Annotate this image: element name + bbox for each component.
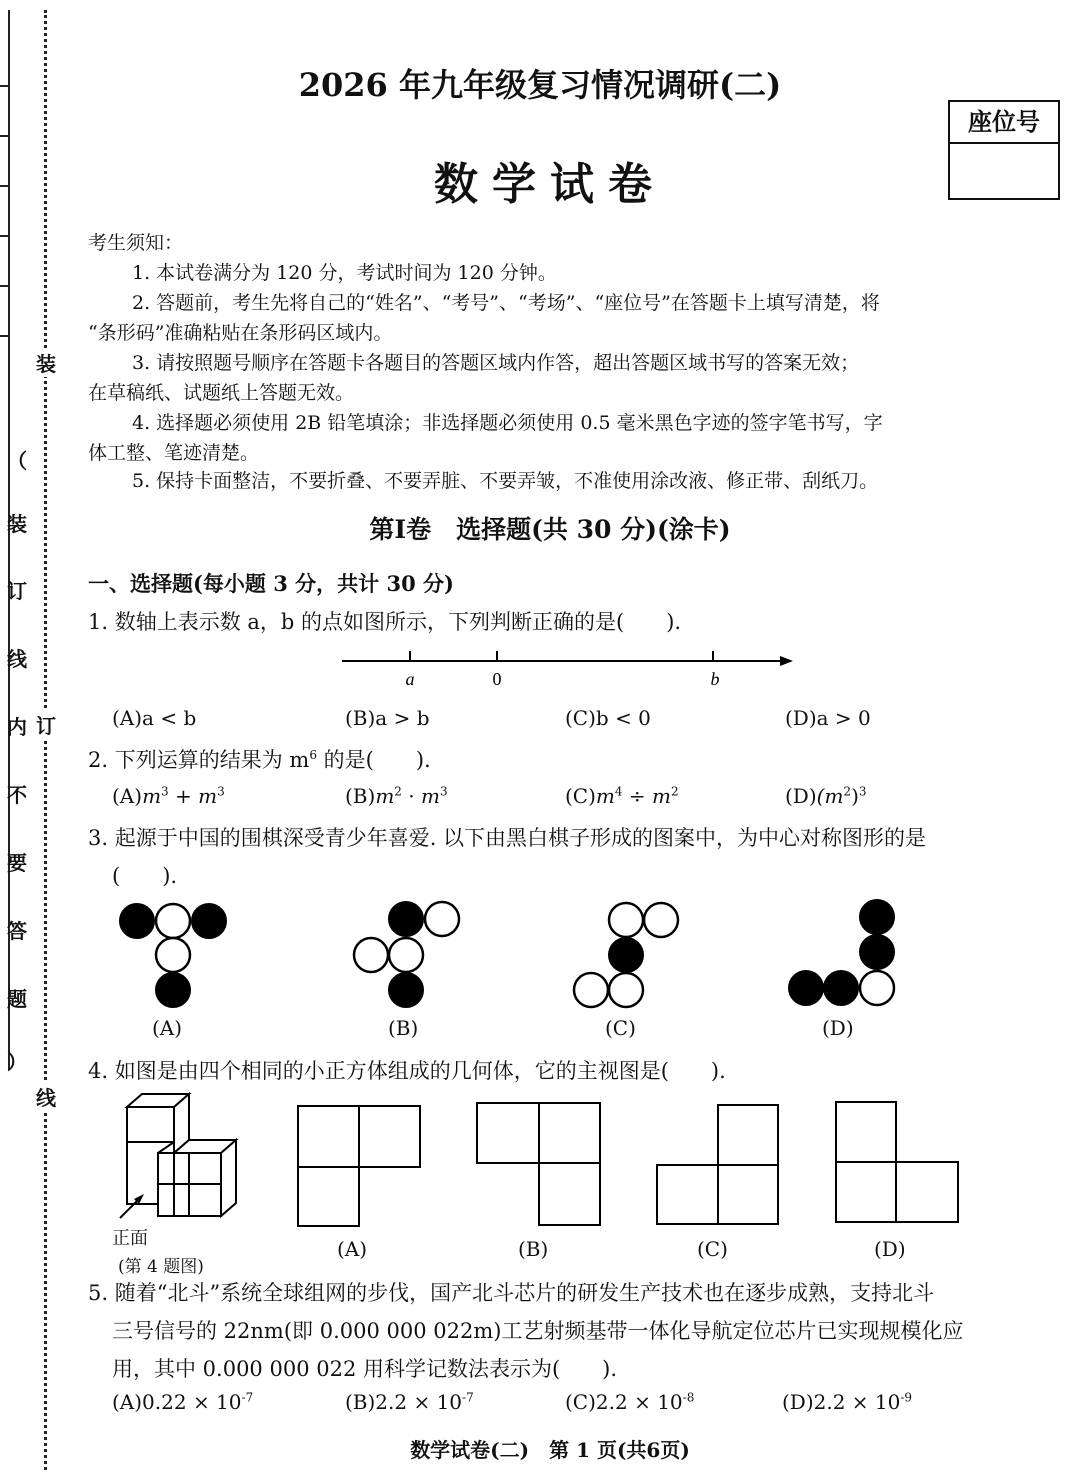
q5-line: 三号信号的 22nm(即 0.000 000 022m)工艺射频基带一体化导航定位芯片已实现规模化应 [112,1319,964,1343]
binding-instruction-char: 题 [7,987,27,1011]
q4-label-c: (C) [697,1237,728,1261]
exam-title: 2026 年九年级复习情况调研(二) [298,66,782,104]
q4-stem: 4. 如图是由四个相同的小正方体组成的几何体，它的主视图是( ). [88,1059,726,1083]
q1-option-b[interactable]: (B)a > b [345,706,430,730]
notice-heading: 考生须知： [88,232,184,254]
binding-tick [0,235,8,237]
number-line-arrow [780,656,793,666]
binding-tick [0,335,8,337]
notice-item: 在草稿纸、试题纸上答题无效。 [88,382,355,404]
q2-stem: 2. 下列运算的结果为 $m^6$ 的是( ). [88,748,431,772]
q4-label-d: (D) [874,1237,906,1261]
page-footer: 数学试卷(二) 第 1 页(共6页) [410,1438,690,1462]
q2-option-c[interactable]: $(C)m^4 \div m^2$ [565,784,679,808]
notice-item: 1. 本试卷满分为 120 分，考试时间为 120 分钟。 [132,262,557,284]
q1-stem: 1. 数轴上表示数 a，b 的点如图所示，下列判断正确的是( ). [88,610,682,634]
q4-caption: (第 4 题图) [118,1257,204,1277]
binding-instruction-char: （ [7,449,27,473]
q1-option-a[interactable]: (A)a < b [112,706,197,730]
q5-option-a[interactable]: $(A)0.22 \times 10^{-7}$ [112,1390,254,1414]
subject-title: 数学试卷 [434,159,666,210]
q5-line: 5. 随着“北斗”系统全球组网的步伐，国产北斗芯片的研发生产技术也在逐步成熟，支持北斗 [88,1281,935,1305]
section1-title: 一、选择题(每小题 3 分，共计 30 分) [88,571,454,596]
label-b: b [710,669,720,689]
q4-solid-figure [127,1094,236,1216]
binding-char-bottom: 线 [36,1082,56,1111]
binding-instruction-char: 要 [7,851,27,875]
q3-figure-a[interactable] [120,904,226,1007]
binding-instruction-char: 内 [7,715,27,739]
q3-figure-c[interactable] [574,903,678,1007]
binding-dotted-line [44,10,47,1470]
q4-option-c-view[interactable] [657,1105,778,1224]
q4-figures [100,1090,980,1230]
q5-line: 用，其中 0.000 000 022 用科学记数法表示为( ). [112,1357,618,1381]
q3-label-c: (C) [605,1016,636,1040]
q2-option-d[interactable]: $(D)(m^2)^3$ [785,784,867,808]
binding-instruction-char: 订 [7,579,27,603]
q3-figure-d[interactable] [789,900,894,1005]
label-a: a [405,669,415,689]
notice-item: 5. 保持卡面整洁，不要折叠、不要弄脏、不要弄皱，不准使用涂改液、修正带、刮纸刀。 [132,470,879,492]
q2-option-a[interactable]: $(A)m^3 + m^3$ [112,784,225,808]
binding-char-top: 装 [36,348,56,377]
notice-item: “条形码”准确粘贴在条形码区域内。 [88,322,393,344]
q4-label-a: (A) [337,1237,368,1261]
q2-option-b[interactable]: $(B)m^2 \cdot m^3$ [345,784,448,808]
part1-title: 第Ⅰ卷 选择题(共 30 分)(涂卡) [369,515,731,544]
label-zero: 0 [492,669,502,689]
notice-item: 4. 选择题必须使用 2B 铅笔填涂；非选择题必须使用 0.5 毫米黑色字迹的签字笔书写，字 [132,412,883,434]
q3-label-b: (B) [388,1016,419,1040]
binding-instruction-char: 不 [7,783,27,807]
binding-instruction-char: ） [7,1050,27,1074]
q4-front-label: 正面 [112,1228,148,1249]
q3-go-figures [100,895,950,1020]
q3-label-d: (D) [822,1016,854,1040]
notice-item: 体工整、笔迹清楚。 [88,442,260,464]
binding-char-middle: 订 [36,710,56,739]
q3-label-a: (A) [152,1016,183,1040]
seat-number-label: 座位号 [950,102,1058,144]
binding-instruction-char: 装 [7,512,27,536]
q5-option-b[interactable]: $(B)2.2 \times 10^{-7}$ [345,1390,474,1414]
q4-label-b: (B) [518,1237,549,1261]
q1-number-line [335,645,805,690]
binding-tick [0,285,8,287]
notice-item: 2. 答题前，考生先将自己的“姓名”、“考号”、“考场”、“座位号”在答题卡上填写清楚，将 [132,292,880,314]
q3-stem: 3. 起源于中国的围棋深受青少年喜爱. 以下由黑白棋子形成的图案中，为中心对称图形的是 [88,826,927,850]
binding-tick [0,135,8,137]
q5-option-c[interactable]: $(C)2.2 \times 10^{-8}$ [565,1390,695,1414]
notice-item: 3. 请按照题号顺序在答题卡各题目的答题区域内作答，超出答题区域书写的答案无效； [132,352,860,374]
binding-instruction-char: 答 [7,919,27,943]
q3-stem-cont: ( ). [112,864,178,888]
q1-option-d[interactable]: (D)a > 0 [785,706,871,730]
q3-figure-b[interactable] [354,902,459,1007]
q4-option-d-view[interactable] [836,1102,958,1222]
binding-instruction-char: 线 [7,647,27,671]
q4-option-b-view[interactable] [477,1103,600,1225]
q4-option-a-view[interactable] [298,1106,420,1226]
q5-option-d[interactable]: $(D)2.2 \times 10^{-9}$ [782,1390,913,1414]
q1-option-c[interactable]: (C)b < 0 [565,706,651,730]
